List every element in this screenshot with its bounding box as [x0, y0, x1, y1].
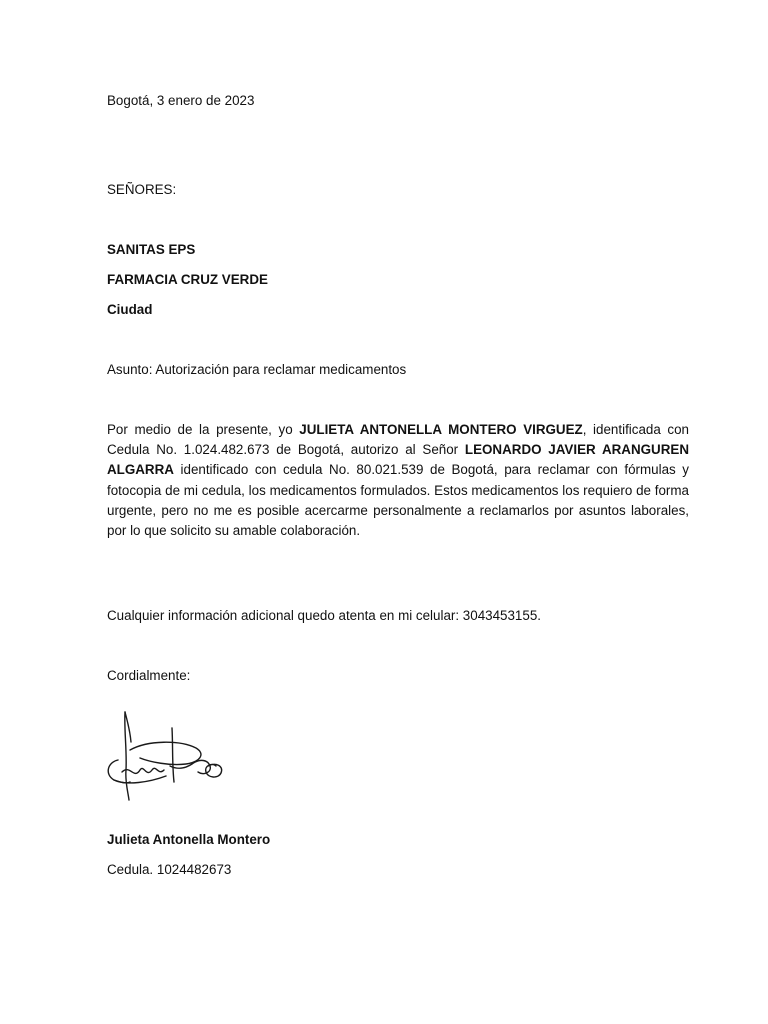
- signature-image: [100, 700, 230, 810]
- contact-note: Cualquier información adicional quedo atenta en mi celular: 3043453155.: [107, 608, 541, 623]
- body-text-2: , identificada con Cedula No. 1.024.482.673 de Bogotá, autorizo al Señor: [107, 422, 689, 458]
- subject-line: Asunto: Autorización para reclamar medicamentos: [107, 362, 407, 377]
- grantor-name: JULIETA ANTONELLA MONTERO VIRGUEZ: [299, 422, 583, 437]
- authorized-person-name: LEONARDO JAVIER ARANGUREN ALGARRA: [107, 442, 689, 478]
- letter-date: Bogotá, 3 enero de 2023: [107, 93, 255, 108]
- salutation: SEÑORES:: [107, 182, 177, 197]
- signer-name: Julieta Antonella Montero: [107, 832, 271, 847]
- recipient-line-3: Ciudad: [107, 302, 153, 317]
- closing: Cordialmente:: [107, 668, 191, 683]
- recipient-line-2: FARMACIA CRUZ VERDE: [107, 272, 268, 287]
- signer-id: Cedula. 1024482673: [107, 862, 232, 877]
- body-paragraph: [107, 420, 689, 541]
- body-text-3: identificado con cedula No. 80.021.539 de Bogotá, para reclamar con fórmulas y fotocopia de mi cedula, los medicamentos formulados. Estos medicamentos los requiero de forma urgente, pero no me es posible acercarme personalmente a reclamarlos por asuntos laborales, por lo que solicito su amable colaboración.: [107, 462, 689, 539]
- recipient-line-1: SANITAS EPS: [107, 242, 196, 257]
- body-text-1: Por medio de la presente, yo: [107, 422, 300, 437]
